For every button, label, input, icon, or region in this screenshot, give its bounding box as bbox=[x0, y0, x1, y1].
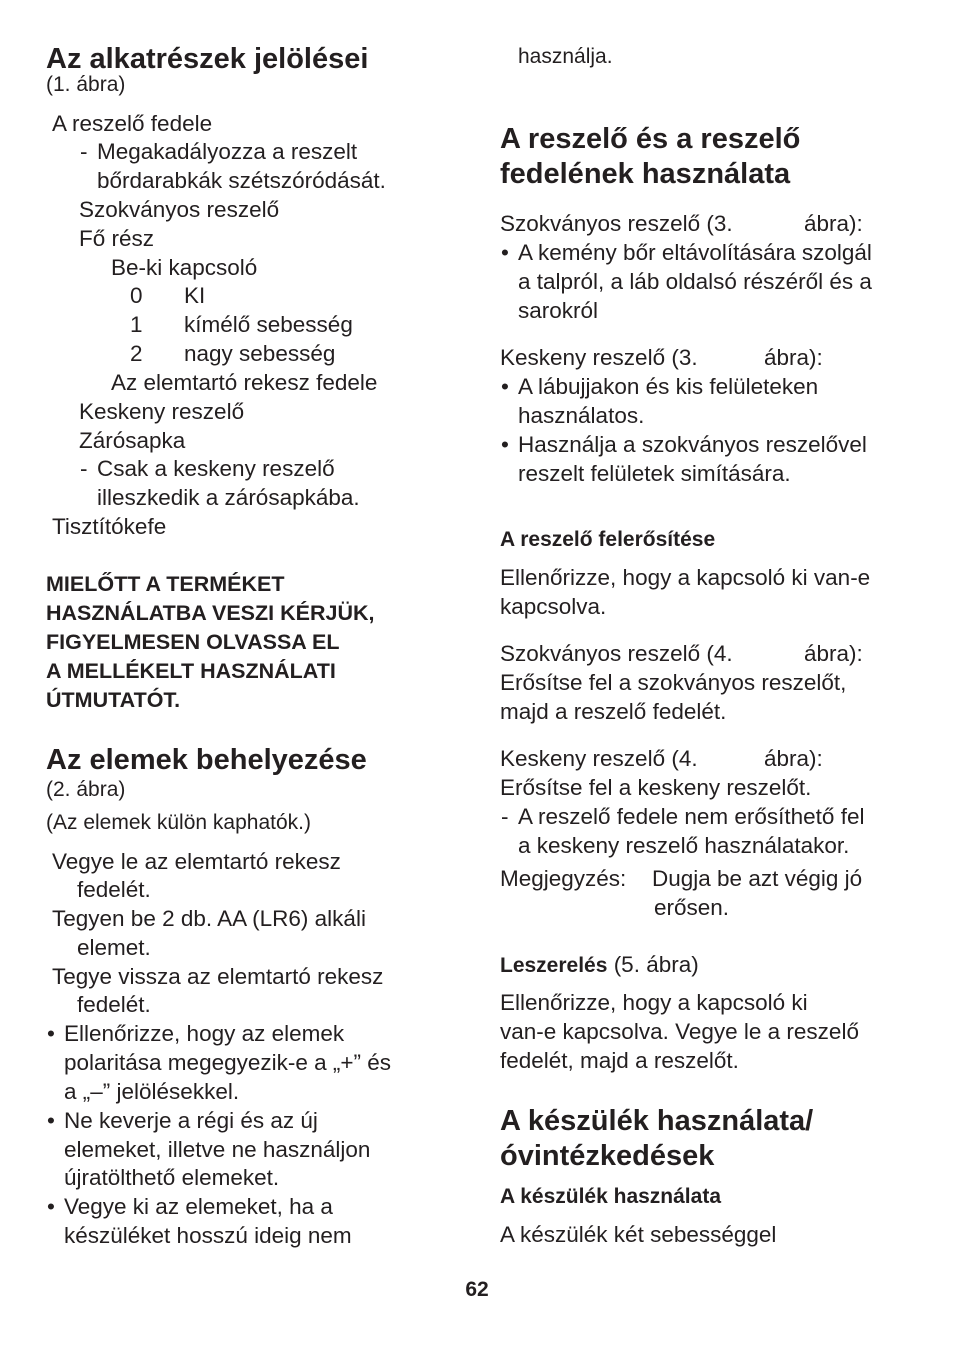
bullet-item: • Ne keverje a régi és az új bbox=[64, 1107, 318, 1135]
step-line: fedelét. bbox=[77, 992, 151, 1017]
figure-ref: (1. ábra) bbox=[46, 73, 126, 96]
bullet-item: • Használja a szokványos reszelővel bbox=[518, 431, 867, 459]
subhead-narrow: Keskeny reszelő (4. bbox=[500, 746, 698, 771]
paragraph-line: fedelét, majd a reszelőt. bbox=[500, 1048, 739, 1073]
bullet-item: • A lábujjakon és kis felületeken bbox=[518, 373, 818, 401]
subhead-fig: ábra): bbox=[804, 211, 863, 236]
page-number: 62 bbox=[465, 1278, 489, 1301]
switch-pos: 2 bbox=[130, 341, 143, 366]
bullet-cont: használatos. bbox=[518, 403, 645, 428]
section-title-batteries: Az elemek behelyezése bbox=[46, 744, 367, 776]
bullet-cont: újratölthető elemeket. bbox=[64, 1165, 280, 1190]
warning-line: HASZNÁLATBA VESZI KÉRJÜK, bbox=[46, 601, 375, 625]
section-title-precautions: óvintézkedések bbox=[500, 1140, 715, 1172]
subhead-fig: ábra): bbox=[764, 345, 823, 370]
section-title-file-usage: A reszelő és a reszelő bbox=[500, 123, 801, 155]
part-item: Fő rész bbox=[79, 226, 155, 251]
bullet-item: • Ellenőrizze, hogy az elemek bbox=[64, 1020, 344, 1048]
subhead-narrow: Keskeny reszelő (3. bbox=[500, 345, 698, 370]
subsection-device-usage: A készülék használata bbox=[500, 1185, 721, 1208]
note-label: Megjegyzés: bbox=[500, 866, 627, 891]
switch-label: kímélő sebesség bbox=[184, 312, 353, 337]
bullet-cont: a „–” jelölésekkel. bbox=[64, 1079, 240, 1104]
part-item: Keskeny reszelő bbox=[79, 399, 245, 424]
bullet-cont: a talpról, a láb oldalsó részéről és a bbox=[518, 269, 872, 294]
subsection-remove bbox=[500, 951, 699, 980]
part-note: bőrdarabkák szétszóródását. bbox=[97, 168, 386, 193]
paragraph-line: Ellenőrizze, hogy a kapcsoló ki van-e bbox=[500, 565, 871, 590]
step-line: Vegye le az elemtartó rekesz bbox=[52, 849, 341, 874]
paragraph-line: kapcsolva. bbox=[500, 594, 607, 619]
part-item: A reszelő fedele bbox=[52, 111, 213, 136]
part-item: Az elemtartó rekesz fedele bbox=[111, 370, 378, 395]
subhead-standard: Szokványos reszelő (3. bbox=[500, 211, 733, 236]
bullet-cont: reszelt felületek simítására. bbox=[518, 461, 791, 486]
subhead-fig: ábra): bbox=[764, 746, 823, 771]
section-title-file-usage-2: fedelének használata bbox=[500, 158, 791, 190]
part-note: illeszkedik a zárósapkába. bbox=[97, 485, 360, 510]
warning-line: A MELLÉKELT HASZNÁLATI bbox=[46, 659, 336, 683]
switch-pos: 0 bbox=[130, 283, 143, 308]
part-note: - Megakadályozza a reszelt bbox=[97, 138, 357, 166]
figure-ref: (2. ábra) bbox=[46, 778, 126, 801]
remove-fig: (5. ábra) bbox=[613, 952, 699, 977]
bullet-cont: sarokról bbox=[518, 298, 599, 323]
part-item: Zárósapka bbox=[79, 428, 186, 453]
subhead-fig: ábra): bbox=[804, 641, 863, 666]
paragraph-line: van-e kapcsolva. Vegye le a reszelő bbox=[500, 1019, 859, 1044]
paragraph-line: majd a reszelő fedelét. bbox=[500, 699, 727, 724]
switch-label: KI bbox=[184, 283, 206, 308]
part-item: Tisztítókefe bbox=[52, 514, 167, 539]
remove-bold: Leszerelés bbox=[500, 954, 608, 977]
bullet-item: • A kemény bőr eltávolítására szolgál bbox=[518, 239, 872, 267]
subsection-attach: A reszelő felerősítése bbox=[500, 528, 716, 551]
part-item: Szokványos reszelő bbox=[79, 197, 280, 222]
warning-line: FIGYELMESEN OLVASSA EL bbox=[46, 630, 340, 654]
subhead-standard: Szokványos reszelő (4. bbox=[500, 641, 733, 666]
dash-item: - A reszelő fedele nem erősíthető fel bbox=[518, 803, 864, 831]
section-title-parts: Az alkatrészek jelölései bbox=[46, 43, 369, 75]
part-item: Be-ki kapcsoló bbox=[111, 255, 258, 280]
part-note: - Csak a keskeny reszelő bbox=[97, 455, 335, 483]
note-text: Dugja be azt végig jó bbox=[652, 866, 863, 891]
bullet-cont: polaritása megegyezik-e a „+” és bbox=[64, 1050, 392, 1075]
dash-cont: a keskeny reszelő használatakor. bbox=[518, 833, 850, 858]
step-line: elemet. bbox=[77, 935, 151, 960]
switch-label: nagy sebesség bbox=[184, 341, 336, 366]
continued-text: használja. bbox=[518, 45, 613, 68]
paragraph-line: Erősítse fel a keskeny reszelőt. bbox=[500, 775, 812, 800]
paragraph-line: Erősítse fel a szokványos reszelőt, bbox=[500, 670, 847, 695]
step-line: Tegye vissza az elemtartó rekesz bbox=[52, 964, 384, 989]
bullet-cont: készüléket hosszú ideig nem bbox=[64, 1223, 352, 1248]
bullet-cont: elemeket, illetve ne használjon bbox=[64, 1137, 371, 1162]
bullet-item: • Vegye ki az elemeket, ha a bbox=[64, 1193, 333, 1221]
step-line: fedelét. bbox=[77, 877, 151, 902]
section-title-device-usage: A készülék használata/ bbox=[500, 1105, 814, 1137]
warning-line: MIELŐTT A TERMÉKET bbox=[46, 572, 285, 596]
switch-pos: 1 bbox=[130, 312, 143, 337]
batteries-note: (Az elemek külön kaphatók.) bbox=[46, 811, 311, 834]
paragraph-line: Ellenőrizze, hogy a kapcsoló ki bbox=[500, 990, 808, 1015]
step-line: Tegyen be 2 db. AA (LR6) alkáli bbox=[52, 906, 366, 931]
paragraph-line: A készülék két sebességgel bbox=[500, 1222, 777, 1247]
note-text: erősen. bbox=[654, 895, 730, 920]
warning-line: ÚTMUTATÓT. bbox=[46, 688, 181, 712]
